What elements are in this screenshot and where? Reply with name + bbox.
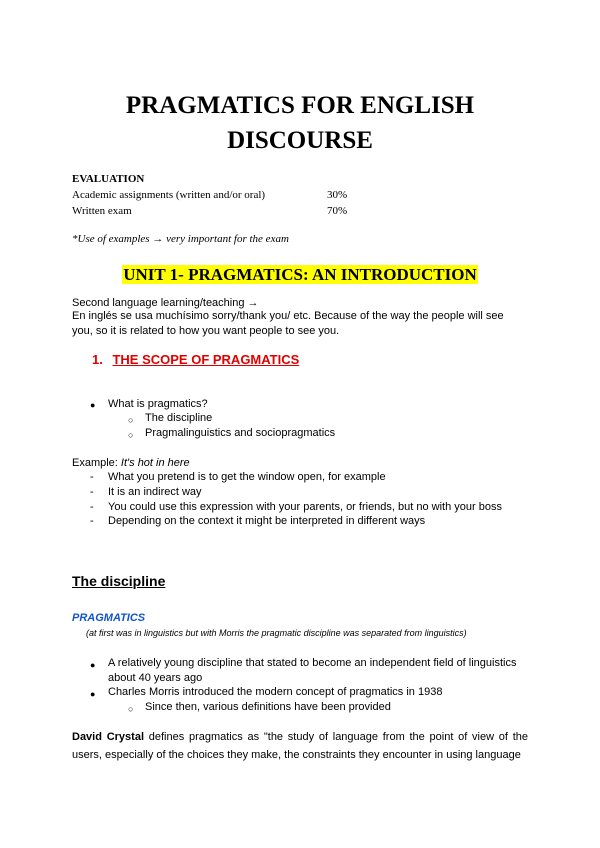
dash-marker: - (90, 486, 94, 498)
pragmatics-note: (at first was in linguistics but with Morris the pragmatic discipline was separated from linguistics) (86, 628, 467, 638)
list-item: A relatively young discipline that stated to become an independent field of linguistics (108, 657, 517, 669)
evaluation-row-label: Written exam (72, 205, 132, 217)
section-heading-scope (92, 352, 299, 367)
evaluation-row-value: 70% (327, 205, 348, 217)
evaluation-row-label: Academic assignments (written and/or oral) (72, 189, 266, 201)
dash-marker: - (90, 515, 94, 527)
evaluation-row-value: 30% (327, 189, 348, 201)
list-item: What you pretend is to get the window open, for example (108, 471, 386, 483)
section-number: 1. (92, 352, 103, 367)
list-item: Depending on the context it might be interpreted in different ways (108, 515, 426, 527)
list-item: Charles Morris introduced the modern concept of pragmatics in 1938 (108, 686, 443, 698)
document-title (0, 88, 600, 158)
evaluation-heading: EVALUATION (72, 173, 145, 185)
intro-line: En inglés se usa muchísimo sorry/thank you/ etc. Because of the way the people will see (72, 310, 504, 322)
bullet-dot: ● (90, 660, 96, 670)
bullet-dot: ● (90, 400, 96, 410)
unit-title: UNIT 1- PRAGMATICS: AN INTRODUCTION (123, 265, 477, 284)
list-item: The discipline (145, 412, 213, 424)
dash-marker: - (90, 501, 94, 513)
title-line-2: DISCOURSE (227, 127, 373, 154)
bullet-dot: ● (90, 689, 96, 699)
list-item: It is an indirect way (108, 486, 202, 498)
discipline-heading: The discipline (72, 573, 166, 589)
bullet-circle: ○ (128, 430, 134, 440)
intro-line: Second language learning/teaching → (72, 297, 259, 309)
list-item: Since then, various definitions have been provided (145, 701, 391, 713)
list-item: You could use this expression with your parents, or friends, but no with your boss (108, 501, 502, 513)
crystal-paragraph (72, 728, 528, 764)
section-title: THE SCOPE OF PRAGMATICS (112, 352, 300, 367)
unit-heading (0, 265, 600, 285)
example-phrase: It's hot in here (120, 457, 190, 469)
example-label: Example: (72, 457, 118, 469)
crystal-text: defines pragmatics as "the study of language from the point of view of the users, especially of the choices they make, the constraints they encounter in using language (72, 731, 529, 761)
list-item-continuation: about 40 years ago (108, 672, 203, 684)
bullet-circle: ○ (128, 415, 134, 425)
title-line-1: PRAGMATICS FOR ENGLISH (125, 92, 475, 119)
exam-note: *Use of examples → very important for the exam (72, 233, 289, 245)
bullet-circle: ○ (128, 704, 134, 714)
dash-marker: - (90, 471, 94, 483)
pragmatics-label: PRAGMATICS (72, 612, 146, 624)
author-name: David Crystal (72, 731, 144, 743)
list-item: Pragmalinguistics and sociopragmatics (145, 427, 336, 439)
example-line (72, 456, 190, 471)
intro-line: you, so it is related to how you want people to see you. (72, 325, 340, 337)
list-item: What is pragmatics? (108, 398, 208, 410)
